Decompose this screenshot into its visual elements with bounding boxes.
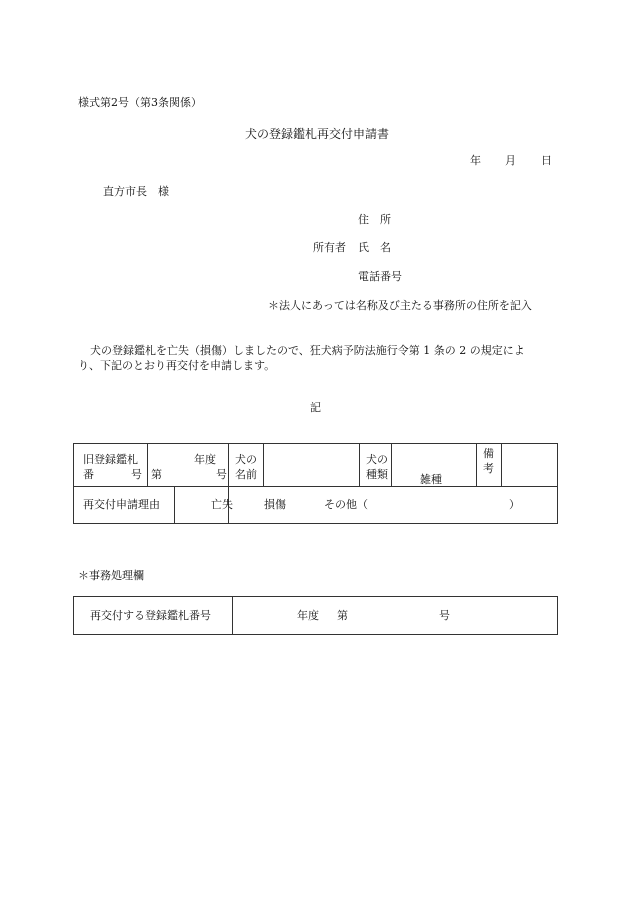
office-section-label: ＊事務処理欄 [78, 569, 144, 582]
new-tag-label-cell [74, 597, 233, 635]
old-tag-label-ban: 番 [83, 468, 94, 481]
new-tag-number-cell[interactable] [233, 597, 558, 635]
reason-close-paren: ） [509, 498, 520, 511]
dog-type-label-cell [360, 444, 392, 487]
addressee: 直方市長 様 [103, 185, 169, 198]
reason-options-cell [229, 487, 558, 524]
address-label: 住 所 [358, 213, 391, 226]
form-number: 様式第2号（第3条関係） [78, 96, 202, 109]
old-tag-label-line1: 旧登録鑑札 [83, 453, 138, 466]
new-tag-dai: 第 [337, 609, 348, 622]
dog-type-label-line2: 種類 [366, 468, 388, 481]
reason-other[interactable]: その他（ [324, 498, 368, 511]
dog-name-label-cell [229, 444, 264, 487]
remarks-label-line2: 考 [483, 462, 494, 475]
remarks-label-cell [477, 444, 502, 487]
remarks-value-cell[interactable] [502, 444, 558, 487]
office-table [73, 596, 558, 635]
date-month: 月 [505, 154, 516, 167]
owner-label: 所有者 [313, 241, 346, 254]
dog-type-label-line1: 犬の [366, 453, 388, 466]
old-tag-number-cell[interactable] [148, 444, 229, 487]
date-day: 日 [541, 154, 552, 167]
old-tag-label-go: 号 [131, 468, 142, 481]
reason-damaged[interactable]: 損傷 [264, 498, 286, 511]
dog-type-value: 雑種 [420, 473, 442, 486]
date-year: 年 [470, 154, 481, 167]
remarks-label-line1: 備 [483, 447, 494, 460]
name-label: 氏 名 [358, 241, 391, 254]
new-tag-fiscal-year: 年度 [297, 609, 319, 622]
dog-type-value-cell[interactable] [392, 444, 477, 487]
dog-name-label-line1: 犬の [235, 453, 257, 466]
new-tag-label: 再交付する登録鑑札番号 [90, 609, 211, 622]
old-tag-go: 号 [216, 468, 227, 481]
page-title: 犬の登録鑑札再交付申請書 [245, 127, 390, 141]
old-tag-dai: 第 [151, 468, 162, 481]
corporate-note: ＊法人にあっては名称及び主たる事務所の住所を記入 [268, 299, 532, 312]
ki-heading: 記 [310, 401, 321, 414]
old-tag-fiscal-year: 年度 [194, 453, 216, 466]
phone-label: 電話番号 [358, 270, 402, 283]
dog-name-label-line2: 名前 [235, 468, 257, 481]
reason-lost[interactable]: 亡失 [211, 498, 233, 511]
body-text-line1: 犬の登録鑑札を亡失（損傷）しましたので、狂犬病予防法施行令第 1 条の 2 の規定によ [90, 344, 525, 357]
application-table [73, 443, 558, 524]
reason-label: 再交付申請理由 [83, 498, 160, 511]
old-tag-label-cell [74, 444, 148, 487]
dog-name-value-cell[interactable] [264, 444, 360, 487]
new-tag-go: 号 [439, 609, 450, 622]
body-text-line2: り、下記のとおり再交付を申請します。 [78, 359, 276, 372]
reason-label-cell [74, 487, 233, 524]
